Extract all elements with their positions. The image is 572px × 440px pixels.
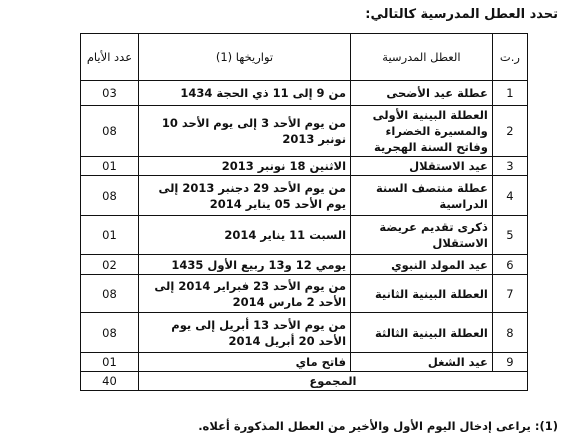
holiday-name: العطلة البينية الأولى والمسيرة الخضراء وفاتح السنة الهجرية: [351, 106, 493, 157]
holiday-name: عطلة عيد الأضحى: [351, 81, 493, 106]
table-row: [81, 176, 528, 216]
table-row: [81, 157, 528, 176]
table-row: [81, 275, 528, 313]
holiday-dates: من يوم الأحد 13 أبريل إلى يوم الأحد 20 أبريل 2014: [138, 313, 350, 353]
row-number: 6: [492, 255, 527, 275]
holiday-days: 03: [81, 81, 139, 106]
row-number: 3: [492, 157, 527, 176]
row-number: 2: [492, 106, 527, 157]
holiday-days: 01: [81, 216, 139, 255]
holiday-name: عطلة منتصف السنة الدراسية: [351, 176, 493, 216]
table-row: [81, 216, 528, 255]
table-row: [81, 81, 528, 106]
holiday-name: عيد الشغل: [351, 353, 493, 372]
holiday-dates: الاثنين 18 نونبر 2013: [138, 157, 350, 176]
header-holiday: العطل المدرسية: [351, 34, 493, 81]
school-holidays-table: [80, 33, 528, 391]
holiday-name: عيد المولد النبوي: [351, 255, 493, 275]
holiday-days: 08: [81, 313, 139, 353]
table-row: [81, 353, 528, 372]
holiday-dates: من يوم الأحد 29 دجنبر 2013 إلى يوم الأحد 05 يناير 2014: [138, 176, 350, 216]
holiday-dates: من 9 إلى 11 ذي الحجة 1434: [138, 81, 350, 106]
holiday-days: 01: [81, 353, 139, 372]
header-days: عدد الأيام: [81, 34, 139, 81]
header-dates: تواريخها (1): [138, 34, 350, 81]
row-number: 1: [492, 81, 527, 106]
header-number: ر.ت: [492, 34, 527, 81]
row-number: 7: [492, 275, 527, 313]
row-number: 5: [492, 216, 527, 255]
holiday-dates: من يوم الأحد 3 إلى يوم الأحد 10 نونبر 2013: [138, 106, 350, 157]
holiday-dates: يومي 12 و13 ربيع الأول 1435: [138, 255, 350, 275]
total-days: 40: [81, 372, 139, 391]
row-number: 9: [492, 353, 527, 372]
holiday-name: عيد الاستقلال: [351, 157, 493, 176]
table-row: [81, 106, 528, 157]
holiday-name: ذكرى تقديم عريضة الاستقلال: [351, 216, 493, 255]
table-header-row: [81, 34, 528, 81]
holiday-days: 08: [81, 106, 139, 157]
holiday-name: العطلة البينية الثانية: [351, 275, 493, 313]
holiday-days: 02: [81, 255, 139, 275]
holiday-name: العطلة البينية الثالثة: [351, 313, 493, 353]
holiday-dates: فاتح ماي: [138, 353, 350, 372]
row-number: 8: [492, 313, 527, 353]
row-number: 4: [492, 176, 527, 216]
holiday-dates: من يوم الأحد 23 فبراير 2014 إلى الأحد 2 مارس 2014: [138, 275, 350, 313]
footnote: (1): يراعى إدخال اليوم الأول والأخير من العطل المذكورة أعلاه.: [198, 419, 558, 433]
holiday-dates: السبت 11 يناير 2014: [138, 216, 350, 255]
holiday-days: 01: [81, 157, 139, 176]
holiday-days: 08: [81, 275, 139, 313]
table-row: [81, 255, 528, 275]
holiday-days: 08: [81, 176, 139, 216]
total-row: [81, 372, 528, 391]
total-label: المجموع: [138, 372, 527, 391]
table-row: [81, 313, 528, 353]
intro-text: تحدد العطل المدرسية كالتالي:: [365, 7, 558, 22]
